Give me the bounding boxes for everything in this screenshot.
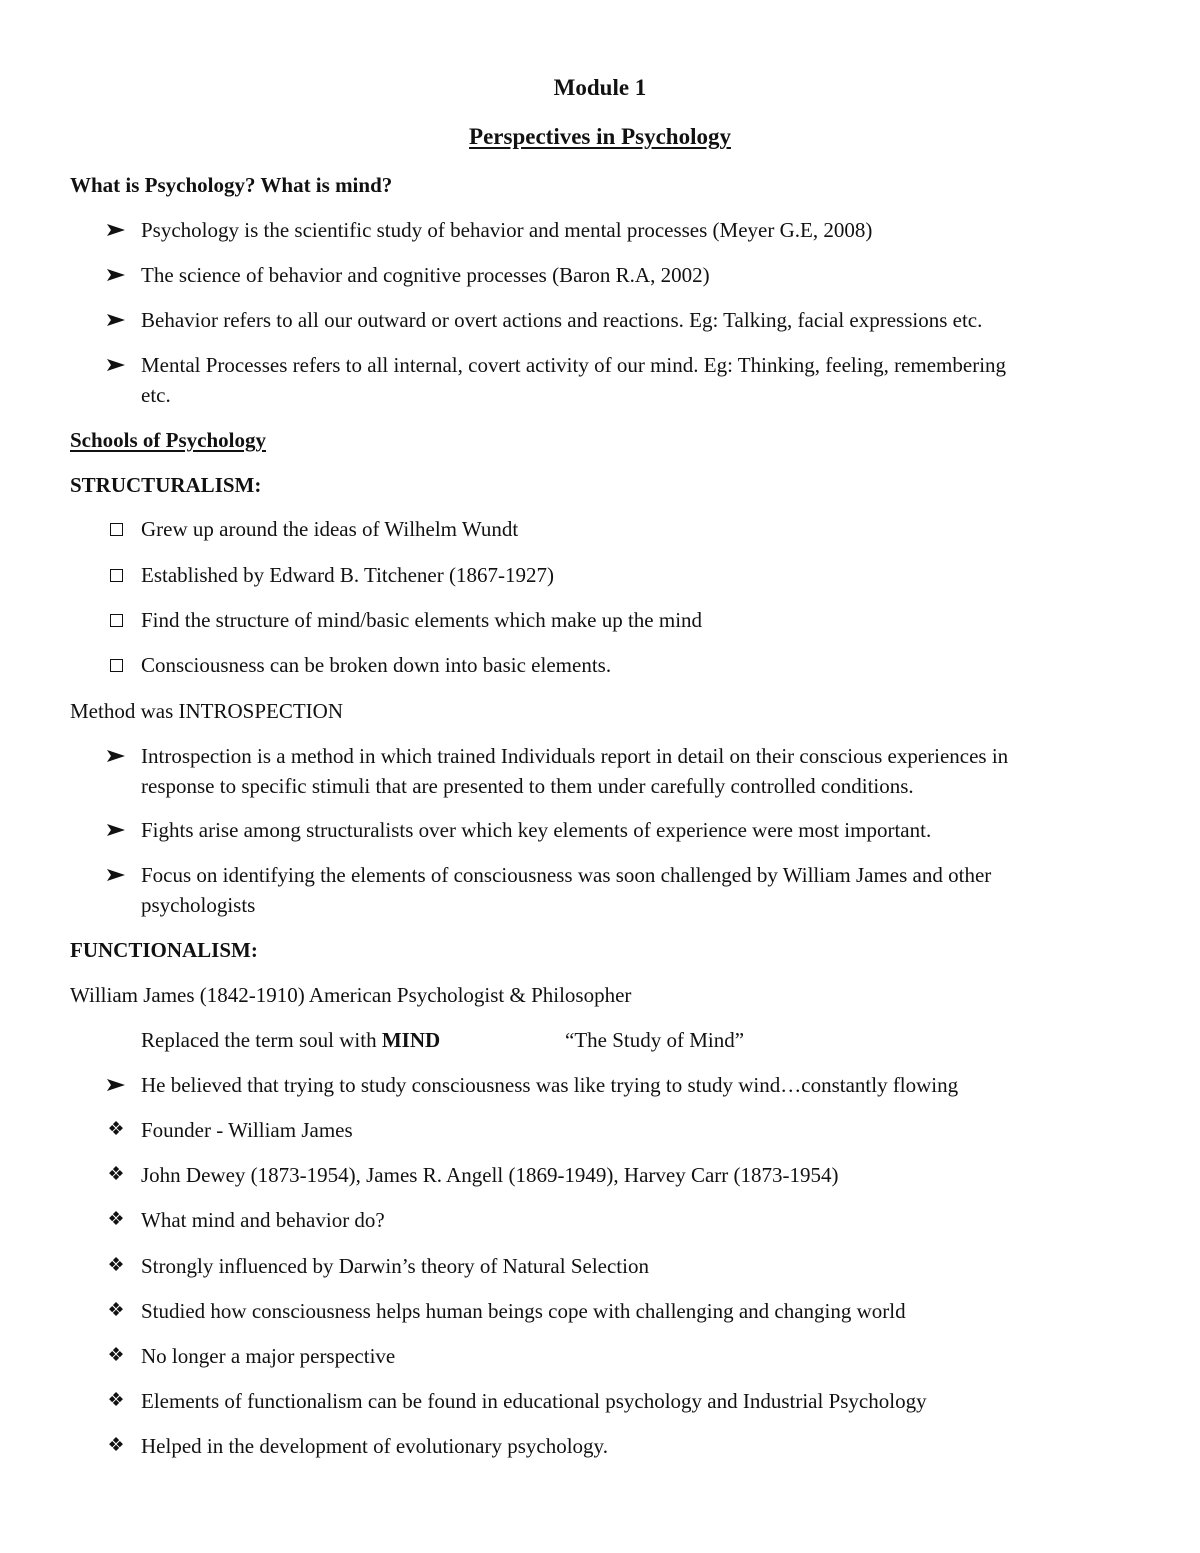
intro-bullet: The science of behavior and cognitive processes (Baron R.A, 2002) — [141, 263, 710, 287]
checklist-item: Established by Edward B. Titchener (1867-1927) — [141, 563, 554, 587]
right-pointer-icon — [104, 815, 128, 845]
functionalism-point: John Dewey (1873-1954), James R. Angell (1869-1949), Harvey Carr (1873-1954) — [141, 1163, 839, 1187]
intro-bullet: Behavior refers to all our outward or overt actions and reactions. Eg: Talking, facial expressions etc. — [141, 308, 983, 332]
main-heading: Perspectives in Psychology — [469, 124, 731, 149]
structuralism-heading: STRUCTURALISM: — [70, 473, 262, 497]
functionalism-point: Elements of functionalism can be found in educational psychology and Industrial Psychology — [141, 1389, 927, 1413]
functionalism-point: Helped in the development of evolutionary psychology. — [141, 1434, 608, 1458]
intro-bullet: Psychology is the scientific study of behavior and mental processes (Meyer G.E, 2008) — [141, 218, 873, 242]
functionalism-arrow-bullet: He believed that trying to study consciousness was like trying to study wind…constantly flowing — [141, 1073, 959, 1097]
four-diamond-icon: ❖ — [107, 1255, 125, 1276]
four-diamond-icon: ❖ — [107, 1390, 125, 1411]
method-bullet-continuation: response to specific stimuli that are presented to them under carefully controlled conditions. — [141, 774, 914, 798]
intro-bullet-continuation: etc. — [141, 383, 171, 407]
right-pointer-icon — [104, 860, 128, 890]
mind-emphasis: MIND — [381, 1028, 441, 1052]
replaced-term-line — [141, 1025, 440, 1055]
right-pointer-icon — [104, 1070, 128, 1100]
study-of-mind-quote: “The Study of Mind” — [565, 1028, 745, 1052]
intro-heading: What is Psychology? What is mind? — [70, 173, 393, 197]
functionalism-point: Studied how consciousness helps human beings cope with challenging and changing world — [141, 1299, 906, 1323]
checklist-item: Grew up around the ideas of Wilhelm Wundt — [141, 517, 519, 541]
functionalism-heading: FUNCTIONALISM: — [70, 938, 258, 962]
right-pointer-icon — [104, 260, 128, 290]
method-line: Method was INTROSPECTION — [70, 699, 343, 723]
right-pointer-icon — [104, 215, 128, 245]
empty-square-icon — [104, 605, 128, 635]
four-diamond-icon: ❖ — [107, 1164, 125, 1185]
method-bullet: Focus on identifying the elements of consciousness was soon challenged by William James and other — [141, 863, 992, 887]
right-pointer-icon — [104, 305, 128, 335]
schools-heading: Schools of Psychology — [70, 428, 267, 452]
william-james-line: William James (1842-1910) American Psychologist & Philosopher — [70, 983, 632, 1007]
four-diamond-icon: ❖ — [107, 1209, 125, 1230]
functionalism-point: Strongly influenced by Darwin’s theory of Natural Selection — [141, 1254, 649, 1278]
method-bullet: Introspection is a method in which trained Individuals report in detail on their conscious experiences in — [141, 744, 1009, 768]
four-diamond-icon: ❖ — [107, 1345, 125, 1366]
functionalism-point: What mind and behavior do? — [141, 1208, 385, 1232]
replaced-prefix: Replaced the term soul with — [141, 1028, 382, 1052]
empty-square-icon — [104, 560, 128, 590]
right-pointer-icon — [104, 350, 128, 380]
empty-square-icon — [104, 514, 128, 544]
method-bullet-continuation: psychologists — [141, 893, 256, 917]
method-bullet: Fights arise among structuralists over which key elements of experience were most important. — [141, 818, 932, 842]
four-diamond-icon: ❖ — [107, 1300, 125, 1321]
module-title: Module 1 — [553, 75, 647, 100]
intro-bullet: Mental Processes refers to all internal, covert activity of our mind. Eg: Thinking, feeling, remembering — [141, 353, 1007, 377]
right-pointer-icon — [104, 741, 128, 771]
checklist-item: Consciousness can be broken down into basic elements. — [141, 653, 612, 677]
empty-square-icon — [104, 650, 128, 680]
functionalism-point: Founder - William James — [141, 1118, 353, 1142]
four-diamond-icon: ❖ — [107, 1119, 125, 1140]
functionalism-point: No longer a major perspective — [141, 1344, 396, 1368]
four-diamond-icon: ❖ — [107, 1435, 125, 1456]
checklist-item: Find the structure of mind/basic elements which make up the mind — [141, 608, 703, 632]
